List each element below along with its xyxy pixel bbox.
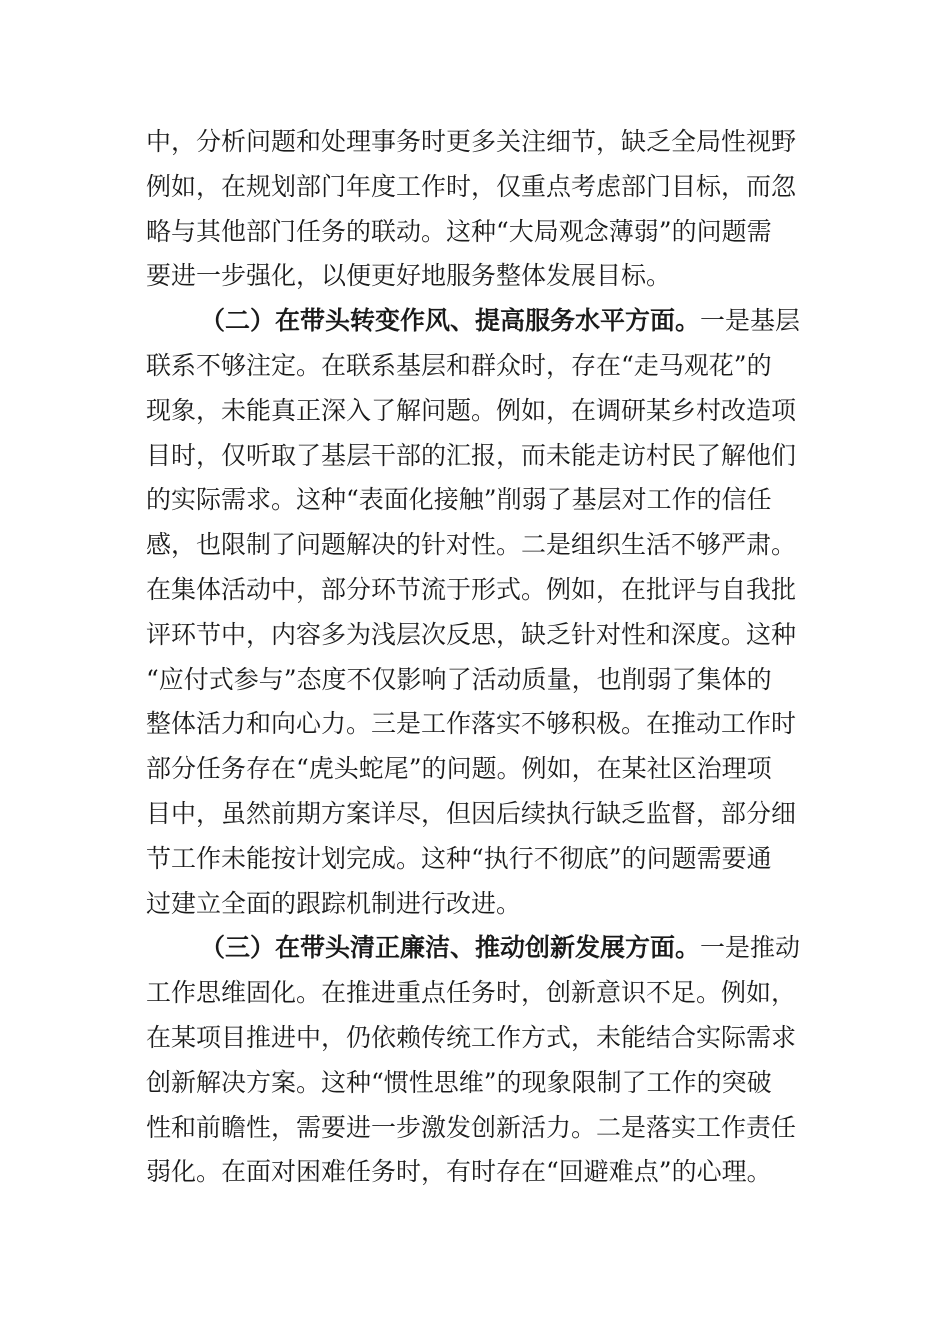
text-line: 过建立全面的跟踪机制进行改进。 (146, 888, 522, 918)
text-line: 要进一步强化，以便更好地服务整体发展目标。 (146, 261, 672, 291)
text-line: 例如，在规划部门年度工作时，仅重点考虑部门目标，而忽 (146, 171, 797, 201)
text-line: 弱化。在面对困难任务时，有时存在“回避难点”的心理。 (146, 1157, 772, 1187)
text-line: 略与其他部门任务的联动。这种“大局观念薄弱”的问题需 (146, 216, 772, 246)
text-line: 整体活力和向心力。三是工作落实不够积极。在推动工作时 (146, 709, 797, 739)
text-line: 的实际需求。这种“表面化接触”削弱了基层对工作的信任 (146, 485, 772, 515)
section-text: 一是基层 (700, 306, 801, 336)
text-line: 目时，仅听取了基层干部的汇报，而未能走访村民了解他们 (146, 440, 797, 470)
text-line: 在集体活动中，部分环节流于形式。例如，在批评与自我批 (146, 574, 797, 604)
text-line: 评环节中，内容多为浅层次反思，缺乏针对性和深度。这种 (146, 619, 797, 649)
section-heading-3: （三）在带头清正廉洁、推动创新发展方面。 (200, 933, 701, 963)
text-line: 在某项目推进中，仍依赖传统工作方式，未能结合实际需求 (146, 1022, 797, 1052)
document-body (146, 120, 816, 1195)
text-line: 中，分析问题和处理事务时更多关注细节，缺乏全局性视野 (146, 127, 797, 156)
text-line: 工作思维固化。在推进重点任务时，创新意识不足。例如， (146, 978, 797, 1008)
text-line: 现象，未能真正深入了解问题。例如，在调研某乡村改造项 (146, 395, 797, 425)
section-heading-2: （二）在带头转变作风、提高服务水平方面。 (200, 306, 701, 336)
text-line: 部分任务存在“虎头蛇尾”的问题。例如，在某社区治理项 (146, 754, 772, 784)
section-heading-line (146, 299, 816, 344)
text-line: “应付式参与”态度不仅影响了活动质量，也削弱了集体的 (146, 664, 772, 694)
text-line: 目中，虽然前期方案详尽，但因后续执行缺乏监督，部分细 (146, 798, 797, 828)
text-line: 性和前瞻性，需要进一步激发创新活力。二是落实工作责任 (146, 1112, 797, 1142)
text-line: 节工作未能按计划完成。这种“执行不彻底”的问题需要通 (146, 843, 772, 873)
text-line: 联系不够注定。在联系基层和群众时，存在“走马观花”的 (146, 350, 772, 380)
section-text: 一是推动 (700, 933, 801, 963)
text-line: 创新解决方案。这种“惯性思维”的现象限制了工作的突破 (146, 1067, 772, 1097)
text-line: 感，也限制了问题解决的针对性。二是组织生活不够严肃。 (146, 530, 797, 560)
section-heading-line (146, 926, 816, 971)
